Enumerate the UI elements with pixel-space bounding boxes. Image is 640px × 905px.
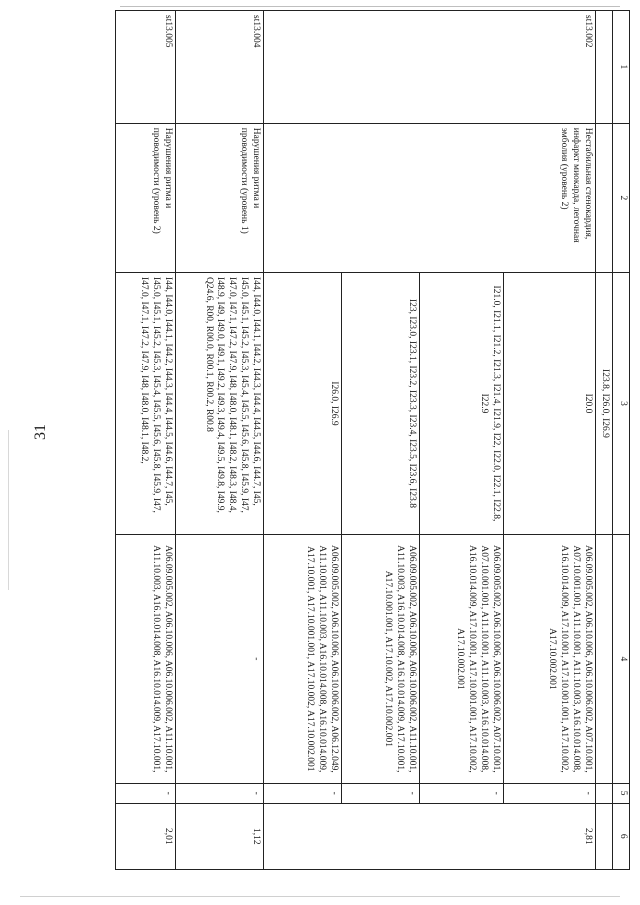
- table-row: [116, 11, 176, 870]
- header-cell-3: 3: [613, 272, 630, 534]
- table-row: [176, 11, 264, 870]
- coefficient-cell: 1,12: [176, 803, 264, 869]
- service-cell: A06.09.005.002, A06.10.006, A06.10.006.002, A07.10.001, A07.10.001.001, A11.10.001, A11.10.003, A16.10.014.008, A16.10.014.009, A17.10.001, A17.10.001.001, A17.10.002, A17.10.002.001: [420, 534, 504, 783]
- code-cell: st13.004: [176, 11, 264, 124]
- coefficient-cell: 2,81: [264, 803, 596, 869]
- tariff-table: [115, 10, 630, 870]
- coefficient-cell: [596, 803, 613, 869]
- header-cell-2: 2: [613, 123, 630, 272]
- table-row: [504, 11, 596, 870]
- diagnosis-cell: I23.8, I26.0, I26.9: [596, 272, 613, 534]
- diagnosis-cell: I20.0: [504, 272, 596, 534]
- service-cell: [596, 534, 613, 783]
- extra-cell: -: [176, 783, 264, 803]
- extra-cell: -: [264, 783, 342, 803]
- extra-cell: -: [504, 783, 596, 803]
- rotated-sheet: [82, 10, 630, 870]
- service-cell: -: [176, 534, 264, 783]
- page-number: 31: [32, 424, 49, 440]
- header-cell-5: 5: [613, 783, 630, 803]
- service-cell: A06.09.005.002, A06.10.006, A06.10.006.002, A06.12.049, A11.10.001, A11.10.003, A16.10.014.008, A16.10.014.009, A17.10.001, A17.10.001.001, A17.10.002, A17.10.002.001: [264, 534, 342, 783]
- table-row: [596, 11, 613, 870]
- code-cell: st13.005: [116, 11, 176, 124]
- scan-bottom-line: [20, 896, 620, 897]
- name-cell: Нарушения ритма и проводимости (уровень 1): [176, 123, 264, 272]
- header-cell-6: 6: [613, 803, 630, 869]
- diagnosis-cell: I21.0, I21.1, I21.2, I21.3, I21.4, I21.9, I22, I22.0, I22.1, I22.8, I22.9: [420, 272, 504, 534]
- service-cell: A06.09.005.002, A06.10.006, A06.10.006.002, A07.10.001, A07.10.001.001, A11.10.001, A11.10.003, A16.10.014.008, A16.10.014.009, A17.10.001, A17.10.001.001, A17.10.002, A17.10.002.001: [504, 534, 596, 783]
- coefficient-cell: 2,01: [116, 803, 176, 869]
- extra-cell: -: [116, 783, 176, 803]
- diagnosis-cell: I26.0, I26.9: [264, 272, 342, 534]
- diagnosis-cell: I44, I44.0, I44.1, I44.2, I44.3, I44.4, I44.5, I44.6, I44.7, I45, I45.0, I45.1, I45.2, I45.3, I45.4, I45.5, I45.6, I45.8, I45.9, I47, I47.0, I47.1, I47.2, I47.9, I48, I48.0, I48.1, I48.2, I48.3, I48.4, I48.9, I49, I49.0, I49.1, I49.2, I49.3, I49.4, I49.5, I49.8, I49.9, Q24.6, R00, R00.0, R00.1, R00.2, R00.8: [176, 272, 264, 534]
- name-cell: Нестабильная стенокардия, инфаркт миокарда, легочная эмболия (уровень 2): [264, 123, 596, 272]
- code-cell: [596, 11, 613, 124]
- header-cell-4: 4: [613, 534, 630, 783]
- header-row: [613, 11, 630, 870]
- diagnosis-cell: I23, I23.0, I23.1, I23.2, I23.3, I23.4, I23.5, I23.6, I23.8: [342, 272, 420, 534]
- header-cell-1: 1: [613, 11, 630, 124]
- name-cell: Нарушения ритма и проводимости (уровень 2): [116, 123, 176, 272]
- scan-edge-line: [120, 6, 620, 7]
- extra-cell: -: [420, 783, 504, 803]
- extra-cell: -: [342, 783, 420, 803]
- code-cell: st13.002: [264, 11, 596, 124]
- extra-cell: [596, 783, 613, 803]
- service-cell: A06.09.005.002, A06.10.006, A06.10.006.002, A11.10.001, A11.10.003, A16.10.014.008, A16.10.014.009, A17.10.001,: [116, 534, 176, 783]
- name-cell: [596, 123, 613, 272]
- service-cell: A06.09.005.002, A06.10.006, A06.10.006.002, A11.10.001, A11.10.003, A16.10.014.008, A16.10.014.009, A17.10.001, A17.10.001.001, A17.10.002, A17.10.002.001: [342, 534, 420, 783]
- scan-margin-line: [8, 430, 9, 590]
- diagnosis-cell: I44, I44.0, I44.1, I44.2, I44.3, I44.4, I44.5, I44.6, I44.7, I45, I45.0, I45.1, I45.2, I45.3, I45.4, I45.5, I45.6, I45.8, I45.9, I47, I47.0, I47.1, I47.2, I47.9, I48, I48.0, I48.1, I48.2,: [116, 272, 176, 534]
